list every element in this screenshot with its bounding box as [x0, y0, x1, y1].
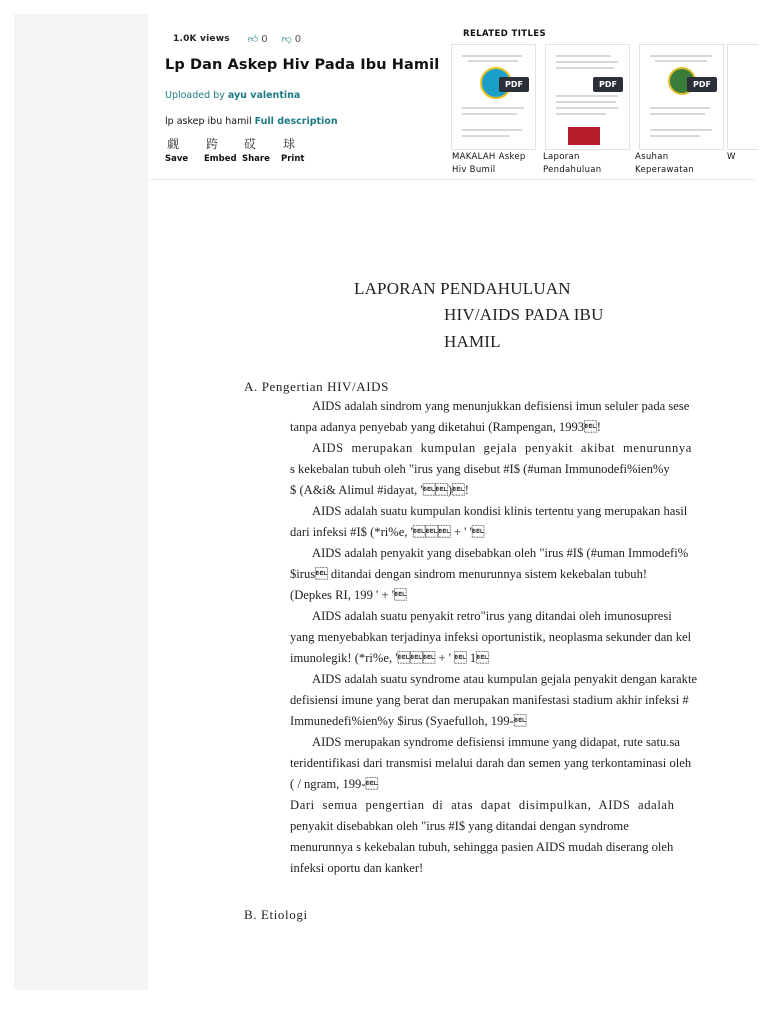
uploader-link[interactable]: ayu valentina	[227, 90, 301, 101]
text-line: Dari semua pengertian di atas dapat disimpulkan, AIDS adalah	[290, 798, 675, 812]
text-line: ( / ngram, 199-	[290, 777, 379, 791]
text-line: yang menyebabkan terjadinya infeksi oportunistik, neoplasma sekunder dan kel	[290, 630, 692, 644]
text-line	[650, 55, 712, 57]
related-item-caption[interactable]	[543, 151, 623, 177]
thumbs-down-icon: 👎︎	[281, 34, 292, 45]
section-heading: A. Pengertian HIV/AIDS	[244, 379, 389, 394]
text-line: infeksi oportu dan kanker!	[290, 861, 424, 875]
text-line: AIDS adalah sindrom yang menunjukkan defisiensi imun seluler pada sese	[312, 399, 690, 413]
text-line: Immunedefi%ien%y $irus (Syaefulloh, 199-	[290, 714, 527, 728]
text-line: (Depkes RI, 199 ' + '	[290, 588, 407, 602]
text-line: tanpa adanya penyebab yang diketahui (Rampengan, 1993!	[290, 420, 601, 434]
description-text: lp askep ibu hamil	[165, 116, 252, 127]
text-line	[468, 60, 518, 62]
uploader-line	[165, 90, 300, 101]
caption-line: Laporan	[543, 152, 580, 162]
related-item-thumbnail-partial[interactable]	[727, 44, 758, 150]
text-line: $ (A&i& Alimul #idayat, ')!	[290, 483, 469, 497]
doc-heading-line: HAMIL	[444, 332, 501, 351]
related-titles-heading: RELATED TITLES	[463, 29, 547, 39]
save-label: Save	[165, 154, 189, 164]
text-line: $irus ditandai dengan sindrom menurunnya sistem kekebalan tubuh!	[290, 567, 648, 581]
caption-line: Pendahuluan	[543, 165, 602, 175]
text-line	[556, 55, 611, 57]
embed-button[interactable]	[204, 135, 242, 164]
doc-stats	[173, 33, 315, 45]
related-item-caption[interactable]	[635, 151, 715, 177]
text-line: AIDS merupakan kumpulan gejala penyakit akibat menurunnya	[312, 441, 692, 455]
text-line	[556, 95, 618, 97]
text-line: AIDS merupakan syndrome defisiensi immune yang didapat, rute satu.sa	[312, 735, 680, 749]
text-line	[650, 129, 712, 131]
pdf-badge: PDF	[593, 77, 623, 92]
related-item-thumbnail[interactable]	[451, 44, 536, 150]
text-line	[462, 129, 522, 131]
text-line: defisiensi imune yang berat dan merupakan manifestasi stadium akhir infeksi #	[290, 693, 689, 707]
downvote-button[interactable]	[282, 33, 302, 45]
left-rail	[14, 14, 148, 990]
text-line	[556, 61, 618, 63]
save-icon: 觑	[167, 137, 180, 151]
text-line: AIDS adalah suatu syndrome atau kumpulan gejala penyakit dengan karakte	[312, 672, 698, 686]
related-item-thumbnail[interactable]	[545, 44, 630, 150]
text-line: AIDS adalah suatu penyakit retro"irus yang ditandai oleh imunosupresi	[312, 609, 672, 623]
related-thumbnails	[451, 44, 733, 150]
embed-icon: 跨	[206, 137, 219, 151]
text-line	[462, 107, 524, 109]
embed-label: Embed	[204, 154, 237, 164]
text-line: dari infeksi #I$ (*ri%e, ' + ' '	[290, 525, 485, 539]
text-line	[650, 113, 705, 115]
text-line: teridentifikasi dari transmisi melalui darah dan semen yang terkontaminasi oleh	[290, 756, 692, 770]
text-line	[556, 67, 614, 69]
doc-heading-line: HIV/AIDS PADA IBU	[444, 305, 604, 324]
text-line	[556, 107, 618, 109]
related-item-caption[interactable]	[727, 151, 755, 164]
views-count: 1.0K views	[173, 34, 230, 44]
document-page	[148, 180, 756, 990]
pdf-badge: PDF	[687, 77, 717, 92]
upvote-button[interactable]	[248, 33, 268, 45]
upvote-count: 0	[261, 33, 268, 45]
print-button[interactable]	[281, 135, 321, 164]
action-bar	[165, 135, 321, 164]
body-text	[290, 396, 756, 879]
downvote-count: 0	[294, 33, 302, 45]
description-line	[165, 116, 338, 127]
caption-line: MAKALAH Askep	[452, 152, 526, 162]
related-item-caption[interactable]	[452, 151, 532, 177]
caption-line: Keperawatan	[635, 165, 695, 175]
print-label: Print	[281, 154, 305, 164]
text-line	[462, 113, 517, 115]
text-line: AIDS adalah suatu kumpulan kondisi klinis tertentu yang merupakan hasil	[312, 504, 688, 518]
related-item-thumbnail[interactable]	[639, 44, 724, 150]
caption-line: Asuhan	[635, 152, 669, 162]
text-line: s kekebalan tubuh oleh "irus yang disebut #I$ (#uman Immunodefi%ien%y	[290, 462, 670, 476]
text-line	[462, 135, 510, 137]
text-line	[556, 101, 616, 103]
save-button[interactable]	[165, 135, 204, 164]
share-button[interactable]	[242, 135, 281, 164]
text-line	[650, 107, 710, 109]
text-line: penyakit disebabkan oleh "irus #I$ yang ditandai dengan syndrome	[290, 819, 629, 833]
text-line: menurunnya s kekebalan tubuh, sehingga pasien AIDS mudah diserang oleh	[290, 840, 674, 854]
figure-image	[568, 127, 600, 145]
text-line	[462, 55, 522, 57]
uploaded-by-label: Uploaded by	[165, 90, 225, 101]
pdf-badge: PDF	[499, 77, 529, 92]
text-line: imunolegik! (*ri%e, ' + '  1	[290, 651, 489, 665]
doc-heading-line: LAPORAN PENDAHULUAN	[354, 279, 571, 298]
text-line	[556, 113, 606, 115]
share-label: Share	[242, 154, 270, 164]
caption-line: W	[727, 152, 736, 162]
section-heading: B. Etiologi	[244, 907, 308, 922]
full-description-link[interactable]: Full description	[254, 116, 338, 127]
thumbs-up-icon: 👍︎	[247, 34, 259, 45]
print-icon: 球	[283, 137, 296, 151]
document-title: Lp Dan Askep Hiv Pada Ibu Hamil	[165, 57, 440, 73]
share-icon: 砹	[244, 137, 257, 151]
text-line	[655, 60, 707, 62]
text-line	[650, 135, 700, 137]
caption-line: Hiv Bumil	[452, 165, 496, 175]
text-line: AIDS adalah penyakit yang disebabkan oleh "irus #I$ (#uman Immodefi%	[312, 546, 689, 560]
